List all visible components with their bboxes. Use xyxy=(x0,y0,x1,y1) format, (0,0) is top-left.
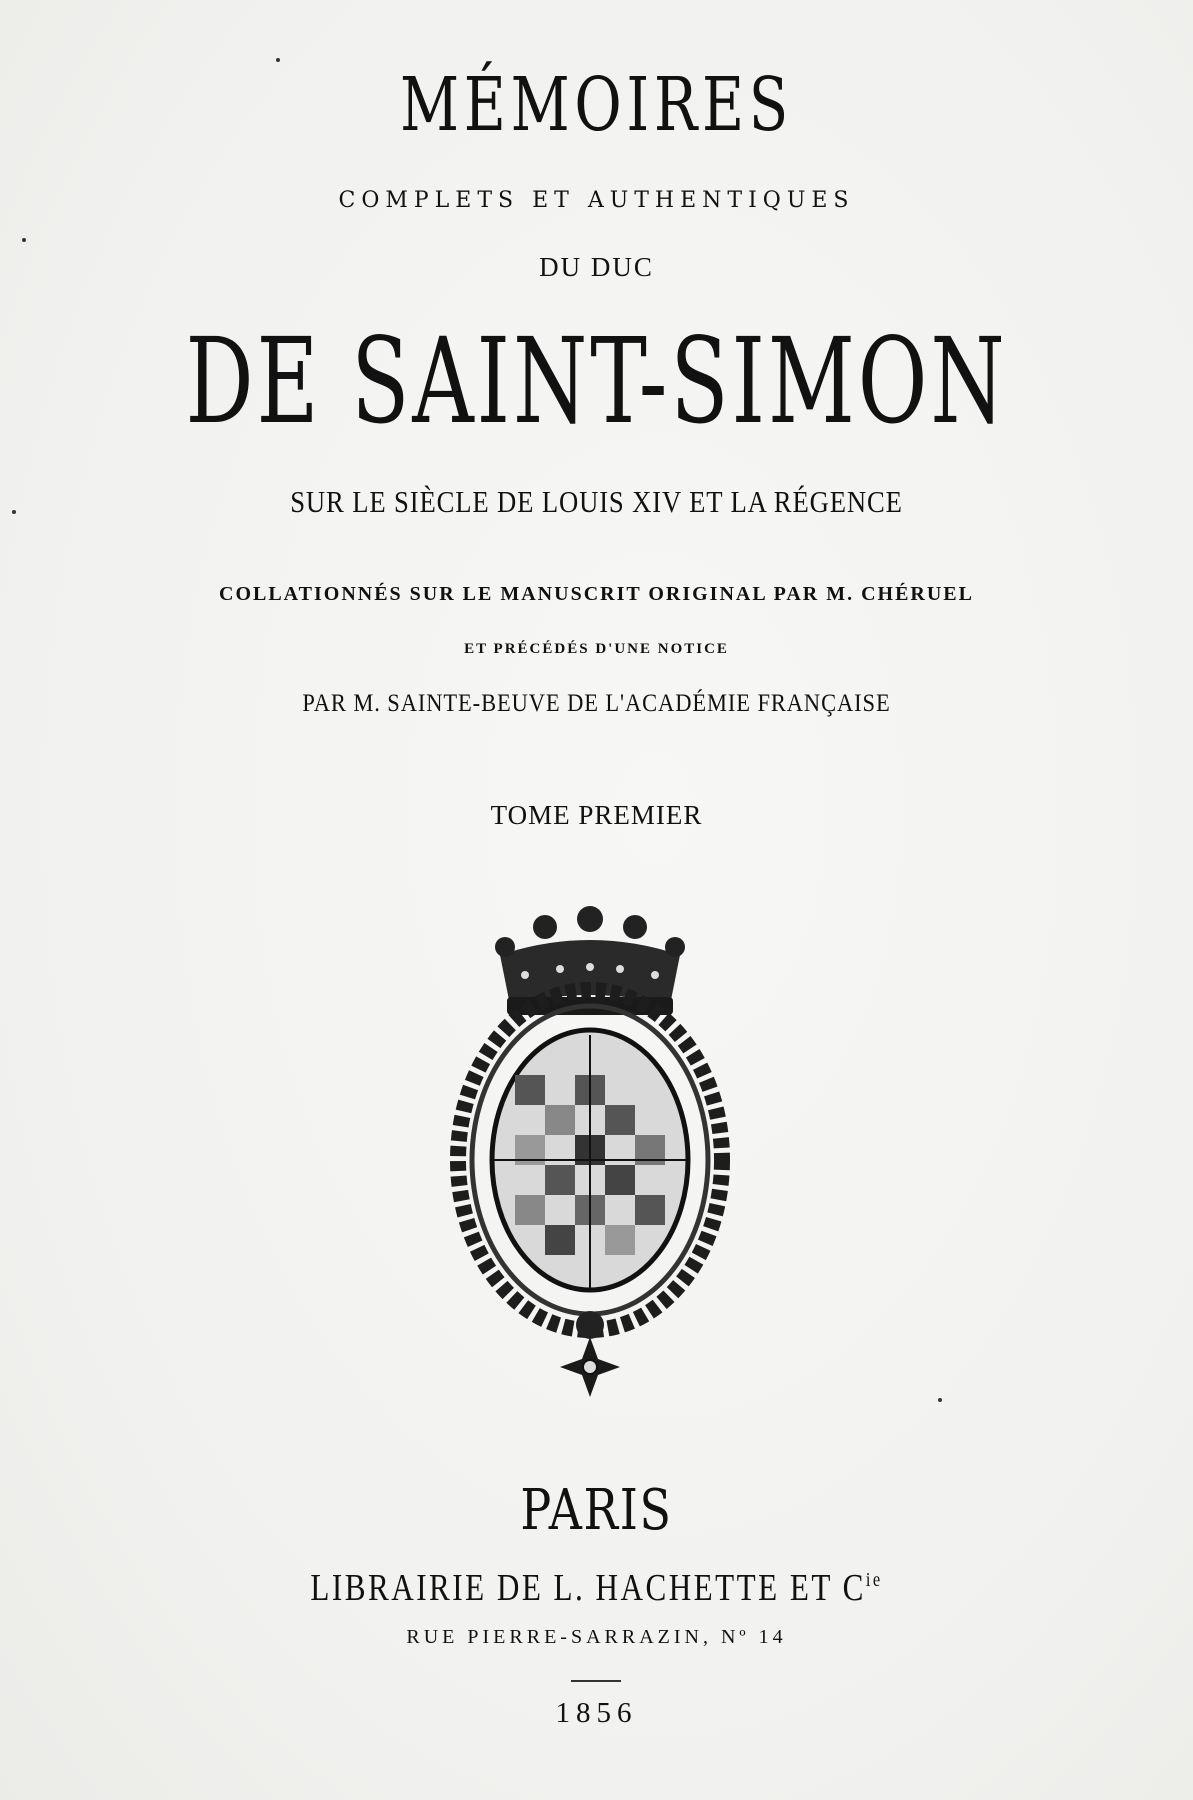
shield-icon xyxy=(492,1030,688,1290)
ink-speck xyxy=(22,238,26,242)
subject-line: SUR LE SIÈCLE DE LOUIS XIV ET LA RÉGENCE xyxy=(290,484,903,519)
ink-speck xyxy=(276,58,280,62)
divider-rule xyxy=(571,1680,621,1682)
publisher-city: PARIS xyxy=(520,1478,673,1543)
collation-line: COLLATIONNÉS SUR LE MANUSCRIT ORIGINAL PAR M. CHÉRUEL xyxy=(219,583,974,605)
publisher-name-superscript: ie xyxy=(865,1569,883,1591)
crown-icon xyxy=(495,906,685,1015)
subtitle-du-duc: DU DUC xyxy=(539,252,654,282)
author-name: DE SAINT-SIMON xyxy=(185,312,1008,450)
ink-speck xyxy=(12,510,16,514)
volume-label: TOME PREMIER xyxy=(490,800,703,830)
ink-speck xyxy=(938,1398,942,1402)
book-title: MÉMOIRES xyxy=(399,62,794,148)
cross-icon xyxy=(560,1337,620,1397)
preceded-line: ET PRÉCÉDÉS D'UNE NOTICE xyxy=(464,641,729,657)
subtitle-complets: COMPLETS ET AUTHENTIQUES xyxy=(338,188,855,213)
publisher-name-text: LIBRAIRIE DE L. HACHETTE ET C xyxy=(310,1567,866,1609)
publication-year: 1856 xyxy=(555,1697,638,1729)
coat-of-arms-icon xyxy=(445,905,735,1405)
publisher-address: RUE PIERRE-SARRAZIN, Nº 14 xyxy=(406,1626,787,1648)
publisher-name xyxy=(107,1566,1085,1610)
notice-author-line: PAR M. SAINTE-BEUVE DE L'ACADÉMIE FRANÇAISE xyxy=(302,690,891,717)
